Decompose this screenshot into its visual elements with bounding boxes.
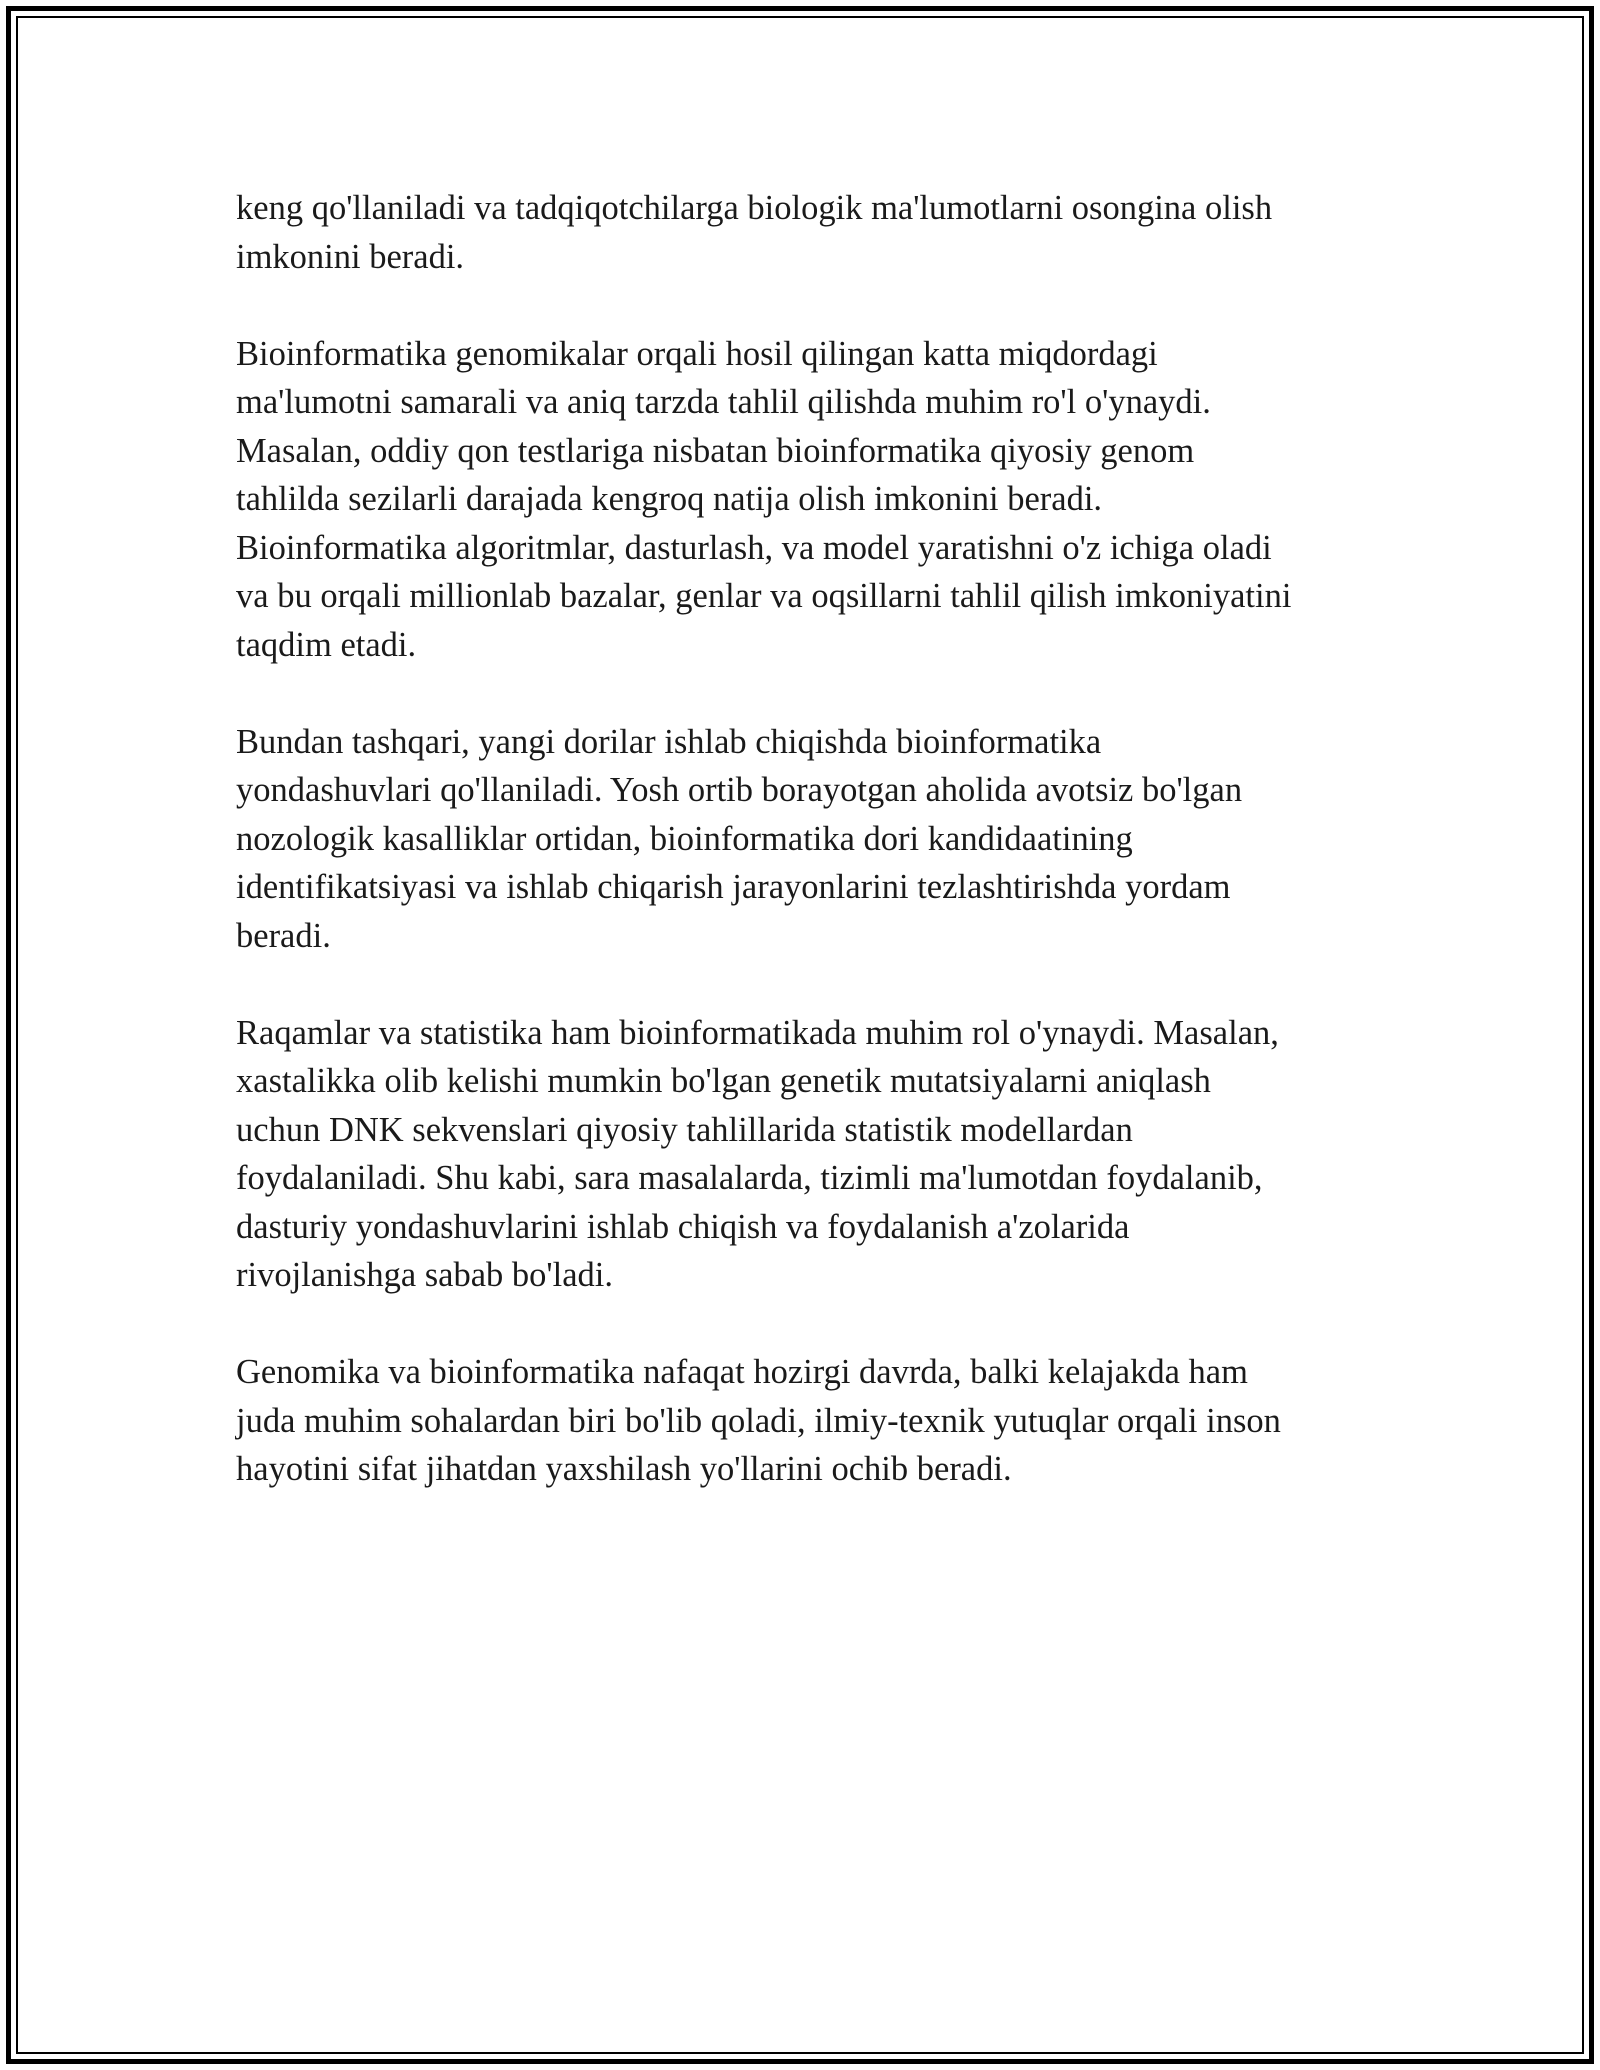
- paragraph-2: Bioinformatika genomikalar orqali hosil qilingan katta miqdordagi ma'lumotni samarali va aniq tarzda tahlil qilishda muhim ro'l o'ynaydi. Masalan, oddiy qon testlariga nisbatan bioinformatika qiyosiy genom tahlilda sezilarli darajada kengroq natija olish imkonini beradi. Bioinformatika algoritmlar, dasturlash, va model yaratishni o'z ichiga oladi va bu orqali millionlab bazalar, genlar va oqsillarni tahlil qilish imkoniyatini taqdim etadi.: [236, 334, 1292, 664]
- paragraph-3: Bundan tashqari, yangi dorilar ishlab chiqishda bioinformatika yondashuvlari qo'llaniladi. Yosh ortib borayotgan aholida avotsiz bo'lgan nozologik kasalliklar ortidan, bioinformatika dori kandidaatining identifikatsiyasi va ishlab chiqarish jarayonlarini tezlashtirishda yordam beradi.: [236, 722, 1243, 955]
- paragraph-1: keng qo'llaniladi va tadqiqotchilarga biologik ma'lumotlarni osongina olish imkonini beradi.: [236, 189, 1273, 276]
- document-body: [236, 184, 1366, 1542]
- paragraph-5: Genomika va bioinformatika nafaqat hozirgi davrda, balki kelajakda ham juda muhim sohalardan biri bo'lib qoladi, ilmiy-texnik yutuqlar orqali inson hayotini sifat jihatdan yaxshilash yo'llarini ochib beradi.: [236, 1353, 1281, 1488]
- paragraph-4: Raqamlar va statistika ham bioinformatikada muhim rol o'ynaydi. Masalan, xastalikka olib kelishi mumkin bo'lgan genetik mutatsiyalarni aniqlash uchun DNK sekvenslari qiyosiy tahlillarida statistik modellardan foydalaniladi. Shu kabi, sara masalalarda, tizimli ma'lumotdan foydalanib, dasturiy yondashuvlarini ishlab chiqish va foydalanish a'zolarida rivojlanishga sabab bo'ladi.: [236, 1013, 1279, 1294]
